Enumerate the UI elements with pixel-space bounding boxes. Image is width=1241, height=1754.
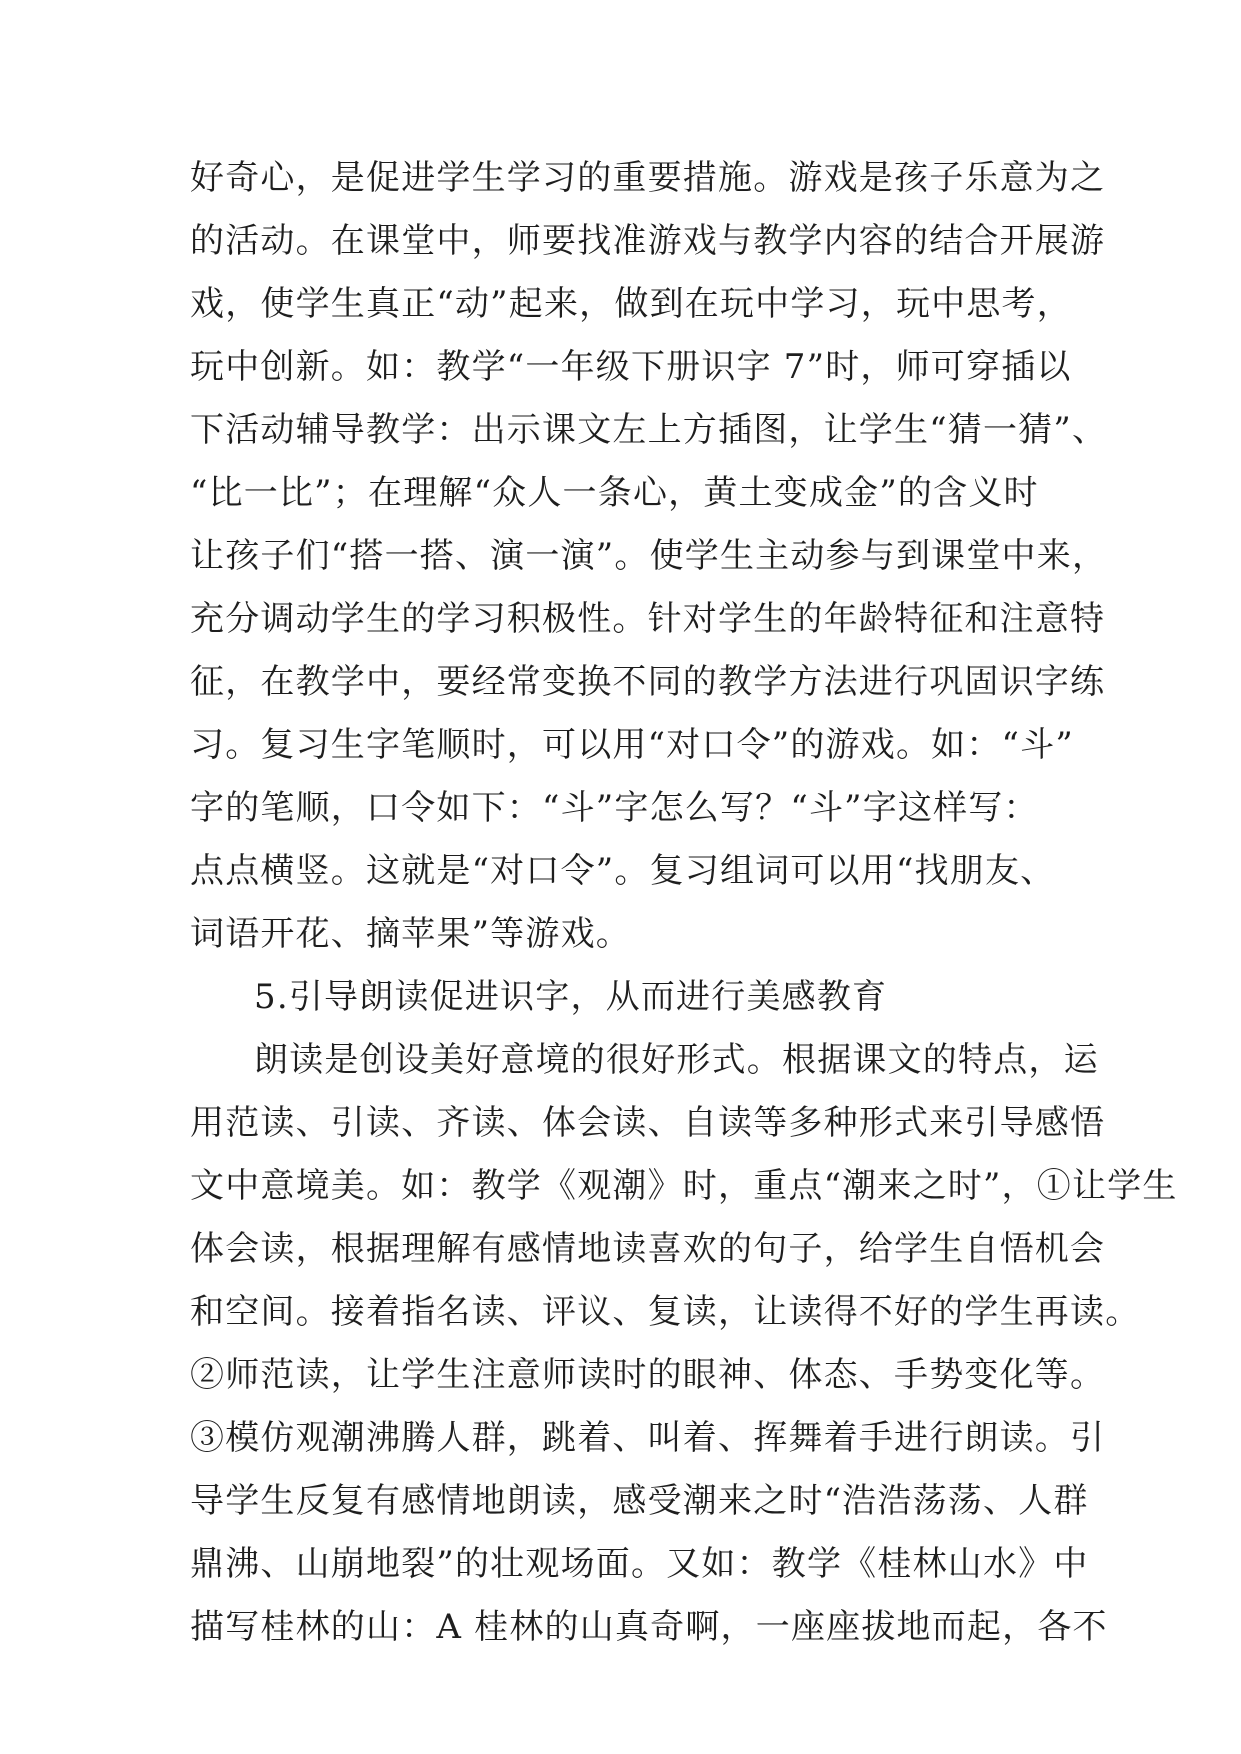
text-line-22: 导学生反复有感情地朗读，感受潮来之时“浩浩荡荡、人群 bbox=[190, 1481, 1089, 1521]
text-line-3: 戏，使学生真正“动”起来，做到在玩中学习，玩中思考， bbox=[190, 284, 1072, 324]
text-line-20: ②师范读，让学生注意师读时的眼神、体态、手势变化等。 bbox=[190, 1355, 1106, 1395]
text-line-2: 的活动。在课堂中，师要找准游戏与教学内容的结合开展游 bbox=[190, 221, 1106, 261]
text-line-19: 和空间。接着指名读、评议、复读，让读得不好的学生再读。 bbox=[190, 1292, 1141, 1332]
text-line-11: 字的笔顺，口令如下：“斗”字怎么写？“斗”字这样写： bbox=[190, 788, 1039, 828]
text-line-10: 习。复习生字笔顺时，可以用“对口令”的游戏。如：“斗” bbox=[190, 725, 1074, 765]
text-line-24: 描写桂林的山：A 桂林的山真奇啊，一座座拔地而起，各不 bbox=[190, 1607, 1108, 1647]
text-line-1: 好奇心，是促进学生学习的重要措施。游戏是孩子乐意为之 bbox=[190, 158, 1106, 198]
text-line-12: 点点横竖。这就是“对口令”。复习组词可以用“找朋友、 bbox=[190, 851, 1056, 891]
text-line-5: 下活动辅导教学：出示课文左上方插图，让学生“猜一猜”、 bbox=[190, 410, 1108, 450]
text-line-8: 充分调动学生的学习积极性。针对学生的年龄特征和注意特 bbox=[190, 599, 1106, 639]
text-line-21: ③模仿观潮沸腾人群，跳着、叫着、挥舞着手进行朗读。引 bbox=[190, 1418, 1106, 1458]
text-line-4: 玩中创新。如：教学“一年级下册识字 7”时，师可穿插以 bbox=[190, 347, 1072, 387]
text-line-6: “比一比”；在理解“众人一条心，黄土变成金”的含义时 bbox=[190, 473, 1039, 513]
text-line-9: 征，在教学中，要经常变换不同的教学方法进行巩固识字练 bbox=[190, 662, 1106, 702]
text-line-18: 体会读，根据理解有感情地读喜欢的句子，给学生自悟机会 bbox=[190, 1229, 1106, 1269]
text-line-16: 用范读、引读、齐读、体会读、自读等多种形式来引导感悟 bbox=[190, 1103, 1106, 1143]
text-line-23: 鼎沸、山崩地裂”的壮观场面。又如：教学《桂林山水》中 bbox=[190, 1544, 1089, 1584]
section-heading: 5.引导朗读促进识字，从而进行美感教育 bbox=[254, 977, 888, 1017]
text-line-13: 词语开花、摘苹果”等游戏。 bbox=[190, 914, 631, 954]
text-line-15: 朗读是创设美好意境的很好形式。根据课文的特点，运 bbox=[254, 1040, 1099, 1080]
text-line-17: 文中意境美。如：教学《观潮》时，重点“潮来之时”，①让学生 bbox=[190, 1166, 1178, 1206]
text-line-7: 让孩子们“搭一搭、演一演”。使学生主动参与到课堂中来， bbox=[190, 536, 1108, 576]
